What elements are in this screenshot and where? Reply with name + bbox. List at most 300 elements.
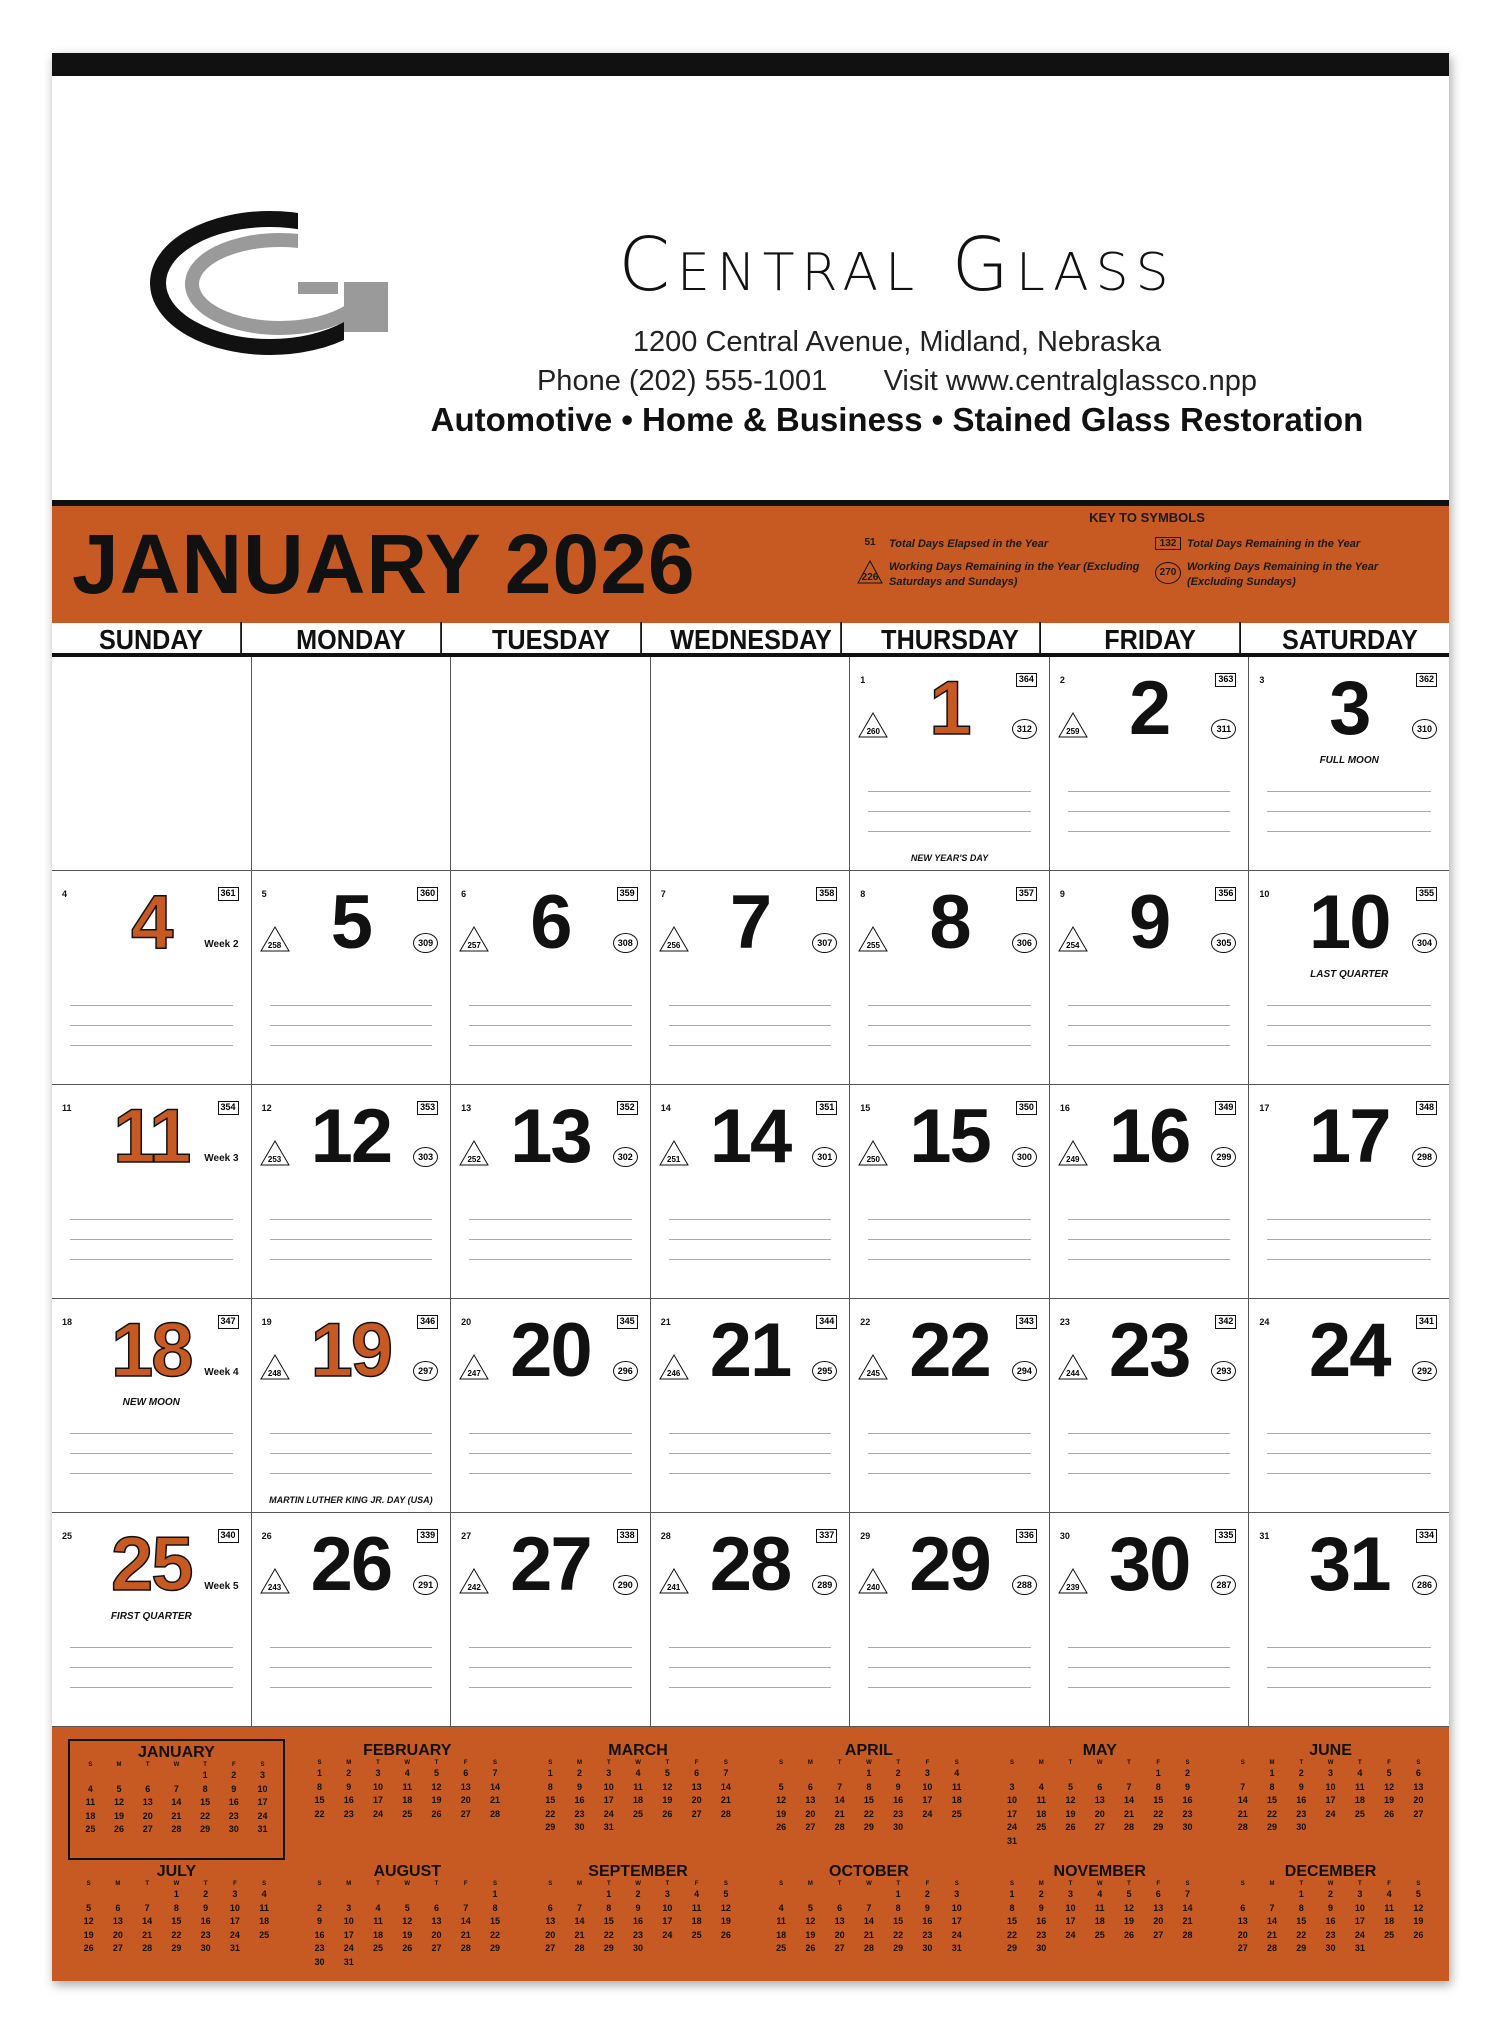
mini-day: 22: [603, 1929, 614, 1940]
mini-day: 26: [1065, 1822, 1076, 1832]
symbol-key-title: KEY TO SYMBOLS: [1089, 510, 1205, 525]
mini-day: 29: [1006, 1943, 1017, 1953]
mini-day: 13: [805, 1795, 816, 1805]
mini-day: 28: [720, 1808, 731, 1819]
mini-day: 14: [142, 1916, 153, 1926]
mini-day: 11: [1355, 1781, 1365, 1792]
days-elapsed: 14: [660, 1103, 671, 1113]
writing-lines: [270, 1200, 433, 1260]
days-elapsed: 24: [1259, 1317, 1270, 1327]
mini-day: 27: [112, 1943, 123, 1953]
mini-day: 25: [691, 1929, 702, 1940]
mini-day: 11: [951, 1781, 962, 1792]
empty-day-cell: [651, 657, 851, 871]
days-remaining-box: 363: [1215, 673, 1236, 687]
mini-weekday-letter: M: [807, 1760, 813, 1766]
triangle-value: 259: [1066, 727, 1080, 736]
mini-day: 27: [834, 1943, 845, 1953]
mini-day: 17: [1325, 1795, 1336, 1805]
mini-day: 14: [171, 1797, 182, 1807]
mini-day: 30: [1182, 1822, 1193, 1832]
date-number: 11: [113, 1094, 190, 1179]
days-remaining-box: 361: [218, 887, 239, 901]
days-elapsed: 6: [461, 889, 467, 899]
mini-day: 2: [346, 1768, 352, 1778]
mini-day: 25: [633, 1808, 644, 1819]
central-glass-logo-icon: [148, 208, 388, 358]
day-cell[interactable]: [1050, 1085, 1250, 1299]
mini-day: 10: [1065, 1902, 1076, 1913]
mini-day: 27: [545, 1943, 556, 1953]
mini-month-may: [991, 1739, 1208, 1860]
days-remaining-box: 334: [1416, 1529, 1437, 1543]
day-cell[interactable]: [651, 871, 851, 1085]
mini-day: 5: [86, 1902, 92, 1913]
mini-day: 31: [951, 1943, 962, 1953]
day-cell[interactable]: [1050, 1513, 1250, 1727]
mini-day: 13: [1413, 1781, 1424, 1792]
mini-month-name: FEBRUARY: [363, 1742, 452, 1759]
days-remaining-box: 347: [218, 1315, 239, 1329]
mini-day: 13: [1237, 1916, 1248, 1926]
empty-day-cell: [252, 657, 452, 871]
mini-weekday-letter: W: [1327, 1881, 1334, 1887]
mini-day: 2: [1328, 1889, 1334, 1899]
day-cell[interactable]: [1050, 1299, 1250, 1513]
day-cell[interactable]: [52, 1513, 252, 1727]
mini-day: 9: [924, 1902, 930, 1913]
mini-day: 30: [574, 1822, 585, 1832]
mini-day: 29: [603, 1943, 614, 1953]
mini-month-january: [68, 1739, 285, 1860]
mini-day: 1: [202, 1770, 208, 1780]
mini-day: 22: [1267, 1808, 1278, 1819]
working-days-circle: 294: [1012, 1361, 1037, 1381]
day-cell[interactable]: [651, 1513, 851, 1727]
mini-weekday-letter: S: [1240, 1881, 1245, 1887]
mini-day: 1: [173, 1889, 179, 1899]
mini-month-november: [991, 1860, 1208, 1981]
mini-day: 28: [834, 1822, 845, 1832]
mini-day: 23: [893, 1808, 904, 1819]
mini-day: 9: [346, 1781, 352, 1792]
mini-day: 19: [1123, 1916, 1134, 1926]
working-days-circle: 286: [1412, 1575, 1437, 1595]
mini-weekday-letter: T: [1299, 1760, 1304, 1766]
mini-month-october: [760, 1860, 977, 1981]
days-remaining-box: 339: [417, 1529, 438, 1543]
mini-weekday-letter: T: [1127, 1760, 1131, 1766]
writing-lines: [1068, 1200, 1231, 1260]
working-days-circle: 287: [1211, 1575, 1236, 1595]
day-cell[interactable]: [850, 871, 1050, 1085]
mini-weekday-letter: T: [434, 1760, 439, 1766]
mini-day: 9: [231, 1783, 237, 1794]
mini-blank: [162, 1769, 191, 1783]
mini-day: 23: [343, 1808, 354, 1819]
mini-day: 9: [635, 1902, 641, 1913]
mini-day: 23: [633, 1929, 644, 1940]
mini-day: 28: [460, 1943, 471, 1953]
mini-day: 26: [83, 1943, 94, 1953]
days-remaining-box: 354: [218, 1101, 239, 1115]
day-cell[interactable]: [850, 1085, 1050, 1299]
mini-weekday-letter: F: [1387, 1760, 1391, 1766]
day-cell[interactable]: [1249, 657, 1449, 871]
mini-day: 16: [1296, 1795, 1307, 1805]
days-elapsed: 31: [1259, 1531, 1270, 1541]
mini-weekday-letter: T: [434, 1881, 439, 1887]
mini-weekday-letter: S: [779, 1881, 784, 1887]
mini-weekday-letter: T: [203, 1881, 208, 1887]
mini-weekday-letter: S: [260, 1762, 265, 1768]
week-number: Week 2: [204, 939, 239, 950]
mini-blank: [363, 1888, 392, 1902]
mini-day: 29: [893, 1943, 904, 1953]
days-elapsed: 17: [1259, 1103, 1270, 1113]
mini-day: 16: [228, 1797, 239, 1807]
elapsed-symbol: 51: [864, 537, 876, 548]
mini-day: 3: [664, 1889, 670, 1899]
day-cell[interactable]: [52, 1085, 252, 1299]
days-elapsed: 26: [261, 1531, 272, 1541]
mini-day: 24: [372, 1808, 383, 1819]
days-elapsed: 8: [860, 889, 866, 899]
mini-weekday-letter: S: [548, 1760, 553, 1766]
mini-day: 20: [1237, 1929, 1248, 1940]
mini-day: 4: [635, 1768, 641, 1778]
date-number: 30: [1108, 1522, 1190, 1607]
mini-day: 26: [720, 1929, 731, 1940]
triangle-value: 242: [467, 1583, 481, 1592]
day-cell[interactable]: [252, 871, 452, 1085]
writing-lines: [1068, 1414, 1231, 1474]
key-days-remaining: [1155, 537, 1435, 552]
mini-day: 31: [229, 1943, 240, 1953]
day-cell[interactable]: [1249, 871, 1449, 1085]
day-cell[interactable]: [52, 1299, 252, 1513]
mini-day: 5: [1386, 1768, 1392, 1778]
mini-day: 13: [460, 1781, 471, 1792]
mini-day: 18: [402, 1795, 413, 1805]
mini-day: 30: [1325, 1943, 1336, 1953]
mini-day: 7: [463, 1902, 469, 1913]
day-cell[interactable]: [1249, 1513, 1449, 1727]
mini-day: 6: [1240, 1902, 1246, 1913]
mini-blank: [766, 1888, 795, 1902]
mini-day: 4: [87, 1783, 93, 1794]
working-days-circle: 302: [613, 1147, 638, 1167]
mini-day: 13: [691, 1781, 702, 1792]
days-remaining-box: 344: [816, 1315, 837, 1329]
triangle-value: 253: [267, 1155, 282, 1164]
mini-day: 30: [1296, 1822, 1307, 1832]
mini-day: 5: [1067, 1781, 1073, 1792]
day-cell[interactable]: [651, 1299, 851, 1513]
mini-blank: [76, 1769, 105, 1783]
mini-day: 12: [114, 1797, 125, 1807]
mini-day: 25: [776, 1943, 787, 1953]
working-days-circle: 300: [1012, 1147, 1037, 1167]
mini-day: 27: [1153, 1929, 1164, 1940]
mini-day: 29: [545, 1822, 556, 1832]
working-days-circle: 309: [413, 933, 438, 953]
writing-lines: [868, 1414, 1031, 1474]
writing-lines: [1267, 1628, 1431, 1688]
weekday-sunday: SUNDAY: [62, 622, 242, 653]
date-number: 7: [729, 880, 771, 965]
mini-weekday-letter: T: [1357, 1881, 1362, 1887]
mini-day: 12: [720, 1902, 731, 1913]
mini-day: 10: [951, 1902, 962, 1913]
mini-day: 23: [922, 1929, 933, 1940]
mini-day: 2: [635, 1889, 641, 1899]
day-cell[interactable]: [850, 1513, 1050, 1727]
mini-day: 30: [314, 1956, 325, 1967]
day-cell[interactable]: [1249, 1299, 1449, 1513]
mini-blank: [766, 1767, 795, 1781]
moon-phase-note: FULL MOON: [1319, 755, 1379, 766]
mini-day: 22: [1006, 1929, 1017, 1940]
mini-day: 3: [1357, 1889, 1363, 1899]
mini-day: 18: [85, 1810, 96, 1821]
days-remaining-box: 346: [417, 1315, 438, 1329]
mini-day: 27: [805, 1822, 816, 1832]
mini-month-name: APRIL: [844, 1742, 893, 1759]
mini-day: 21: [460, 1929, 471, 1940]
mini-day: 23: [1296, 1808, 1307, 1819]
mini-day: 19: [114, 1810, 125, 1821]
mini-weekday-letter: F: [233, 1881, 237, 1887]
moon-phase-note: NEW MOON: [122, 1397, 180, 1408]
mini-day: 25: [951, 1808, 962, 1819]
mini-day: 10: [662, 1902, 673, 1913]
days-elapsed: 22: [860, 1317, 871, 1327]
mini-day: 17: [603, 1795, 614, 1805]
mini-day: 23: [314, 1943, 325, 1953]
mini-day: 21: [490, 1795, 501, 1805]
mini-day: 14: [1237, 1795, 1248, 1805]
date-number: 24: [1308, 1308, 1390, 1393]
days-remaining-box: 340: [218, 1529, 239, 1543]
mini-day: 12: [83, 1916, 94, 1926]
remaining-box-symbol: 132: [1155, 537, 1181, 550]
day-cell[interactable]: [252, 1085, 452, 1299]
mini-weekday-letter: W: [1096, 1760, 1103, 1766]
day-cell[interactable]: [1050, 871, 1250, 1085]
triangle-value: 246: [667, 1369, 681, 1378]
mini-day: 16: [200, 1916, 211, 1926]
mini-weekday-letter: T: [837, 1760, 842, 1766]
triangle-value: 250: [866, 1155, 880, 1164]
mini-day: 14: [863, 1916, 874, 1926]
mini-day: 18: [951, 1795, 962, 1805]
mini-day: 26: [776, 1822, 787, 1832]
days-remaining-box: 362: [1416, 673, 1437, 687]
mini-day: 11: [373, 1916, 383, 1926]
day-cell[interactable]: [451, 1085, 651, 1299]
weekday-saturday: SATURDAY: [1282, 624, 1419, 655]
days-elapsed: 19: [261, 1317, 272, 1327]
days-remaining-box: 350: [1016, 1101, 1037, 1115]
day-cell[interactable]: [1050, 657, 1250, 871]
day-cell[interactable]: [651, 1085, 851, 1299]
mini-day: 11: [1094, 1902, 1105, 1913]
day-cell[interactable]: [451, 1513, 651, 1727]
working-days-triangle-icon: [1058, 1354, 1088, 1380]
mini-day: 20: [691, 1795, 702, 1805]
mini-day: 29: [490, 1943, 501, 1953]
mini-month-name: JULY: [156, 1863, 197, 1880]
days-elapsed: 27: [461, 1531, 472, 1541]
mini-blank: [825, 1767, 854, 1781]
mini-day: 25: [372, 1943, 383, 1953]
key-label: Total Days Remaining in the Year: [1187, 538, 1361, 550]
days-remaining-box: 351: [816, 1101, 837, 1115]
day-cell[interactable]: [1249, 1085, 1449, 1299]
mini-blank: [305, 1888, 334, 1902]
mini-weekday-letter: F: [463, 1881, 468, 1887]
mini-day: 21: [863, 1929, 874, 1940]
day-cell[interactable]: [850, 657, 1050, 871]
days-elapsed: 25: [62, 1531, 73, 1541]
mini-day: 19: [83, 1929, 94, 1940]
mini-weekday-letter: F: [925, 1760, 930, 1766]
writing-lines: [1267, 986, 1431, 1046]
mini-day: 27: [1413, 1808, 1424, 1819]
mini-day: 9: [316, 1916, 322, 1926]
working-days-triangle-icon: [659, 926, 689, 952]
working-days-triangle-icon: [858, 1568, 888, 1594]
mini-day: 5: [807, 1902, 813, 1913]
mini-day: 5: [404, 1902, 410, 1913]
mini-day: 28: [1267, 1943, 1278, 1953]
triangle-value: 243: [267, 1583, 282, 1592]
mini-day: 18: [1094, 1916, 1105, 1926]
mini-day: 8: [866, 1781, 872, 1792]
day-cell[interactable]: [252, 1299, 452, 1513]
mini-day: 18: [1384, 1916, 1395, 1926]
mini-weekday-letter: T: [1068, 1760, 1073, 1766]
mini-month-august: [299, 1860, 516, 1981]
working-days-circle: 295: [812, 1361, 837, 1381]
mini-day: 15: [545, 1795, 556, 1805]
mini-day: 1: [1009, 1889, 1015, 1899]
mini-day: 8: [1155, 1781, 1161, 1792]
mini-day: 16: [922, 1916, 933, 1926]
mini-day: 5: [664, 1768, 670, 1778]
mini-weekday-letter: T: [1127, 1881, 1131, 1887]
triangle-value: 256: [667, 941, 681, 950]
mini-day: 14: [1123, 1795, 1134, 1805]
mini-day: 15: [1153, 1795, 1164, 1805]
day-cell[interactable]: [252, 1513, 452, 1727]
mini-month-name: JUNE: [1309, 1742, 1352, 1759]
day-cell[interactable]: [451, 1299, 651, 1513]
triangle-value: 251: [667, 1155, 681, 1164]
mini-day: 3: [1009, 1781, 1015, 1792]
key-label: Working Days Remaining in the Year (Excluding Sundays): [1187, 561, 1379, 588]
mini-day: 17: [257, 1797, 268, 1807]
mini-weekday-letter: M: [346, 1881, 352, 1887]
mini-day: 27: [691, 1808, 702, 1819]
days-remaining-box: 338: [617, 1529, 638, 1543]
mini-day: 18: [776, 1929, 787, 1940]
mini-day: 16: [1182, 1795, 1193, 1805]
writing-lines: [669, 1628, 832, 1688]
mini-day: 23: [1036, 1929, 1047, 1940]
mini-day: 6: [1415, 1768, 1421, 1778]
mini-weekday-letter: S: [1416, 1881, 1421, 1887]
days-elapsed: 1: [860, 675, 866, 685]
mini-day: 20: [834, 1929, 845, 1940]
mini-blank: [997, 1767, 1026, 1781]
days-elapsed: 20: [461, 1317, 472, 1327]
date-number: 20: [510, 1308, 591, 1393]
mini-day: 27: [1237, 1943, 1248, 1953]
working-days-circle: 292: [1412, 1361, 1437, 1381]
mini-day: 8: [606, 1902, 612, 1913]
mini-day: 21: [574, 1929, 585, 1940]
key-days-elapsed: [857, 537, 1147, 552]
mini-weekday-letter: T: [606, 1881, 611, 1887]
mini-day: 29: [1296, 1943, 1307, 1953]
day-cell[interactable]: [52, 871, 252, 1085]
writing-lines: [868, 1200, 1031, 1260]
mini-month-grid: [536, 1880, 741, 1956]
mini-day: 9: [1038, 1902, 1044, 1913]
mini-day: 11: [1384, 1902, 1394, 1913]
writing-lines: [1068, 772, 1231, 832]
mini-day: 1: [316, 1768, 322, 1778]
days-remaining-box: 345: [617, 1315, 638, 1329]
days-remaining-box: 342: [1215, 1315, 1236, 1329]
mini-day: 16: [1325, 1916, 1336, 1926]
company-phone-web: Phone (202) 555-1001 Visit www.centralglassco.npp: [536, 365, 1258, 397]
mini-day: 21: [1267, 1929, 1278, 1940]
day-cell[interactable]: [850, 1299, 1050, 1513]
mini-day: 12: [1123, 1902, 1134, 1913]
mini-day: 18: [633, 1795, 644, 1805]
mini-day: 26: [1413, 1929, 1424, 1940]
day-cell[interactable]: [451, 871, 651, 1085]
mini-day: 6: [837, 1902, 843, 1913]
mini-day: 20: [1094, 1808, 1105, 1819]
mini-day: 17: [951, 1916, 962, 1926]
mini-weekday-letter: S: [954, 1881, 959, 1887]
moon-phase-note: FIRST QUARTER: [110, 1611, 192, 1622]
mini-day: 12: [1065, 1795, 1076, 1805]
mini-day: 26: [402, 1943, 413, 1953]
mini-weekday-letter: T: [376, 1881, 380, 1887]
mini-day: 14: [1267, 1916, 1278, 1926]
key-working-days-weekday: [857, 560, 1147, 590]
mini-weekday-letter: M: [115, 1881, 121, 1887]
date-number: 14: [709, 1094, 791, 1179]
mini-weekday-letter: M: [1269, 1881, 1275, 1887]
mini-day: 30: [1036, 1943, 1047, 1953]
mini-day: 4: [954, 1768, 960, 1778]
days-remaining-box: 349: [1215, 1101, 1236, 1115]
triangle-value: 252: [467, 1155, 481, 1164]
working-days-triangle-icon: [459, 1354, 489, 1380]
mini-day: 28: [1237, 1822, 1248, 1832]
mini-day: 29: [1267, 1822, 1278, 1832]
mini-weekday-letter: S: [723, 1881, 728, 1887]
mini-day: 3: [1328, 1768, 1334, 1778]
working-days-circle: 288: [1012, 1575, 1037, 1595]
mini-blank: [133, 1769, 162, 1783]
